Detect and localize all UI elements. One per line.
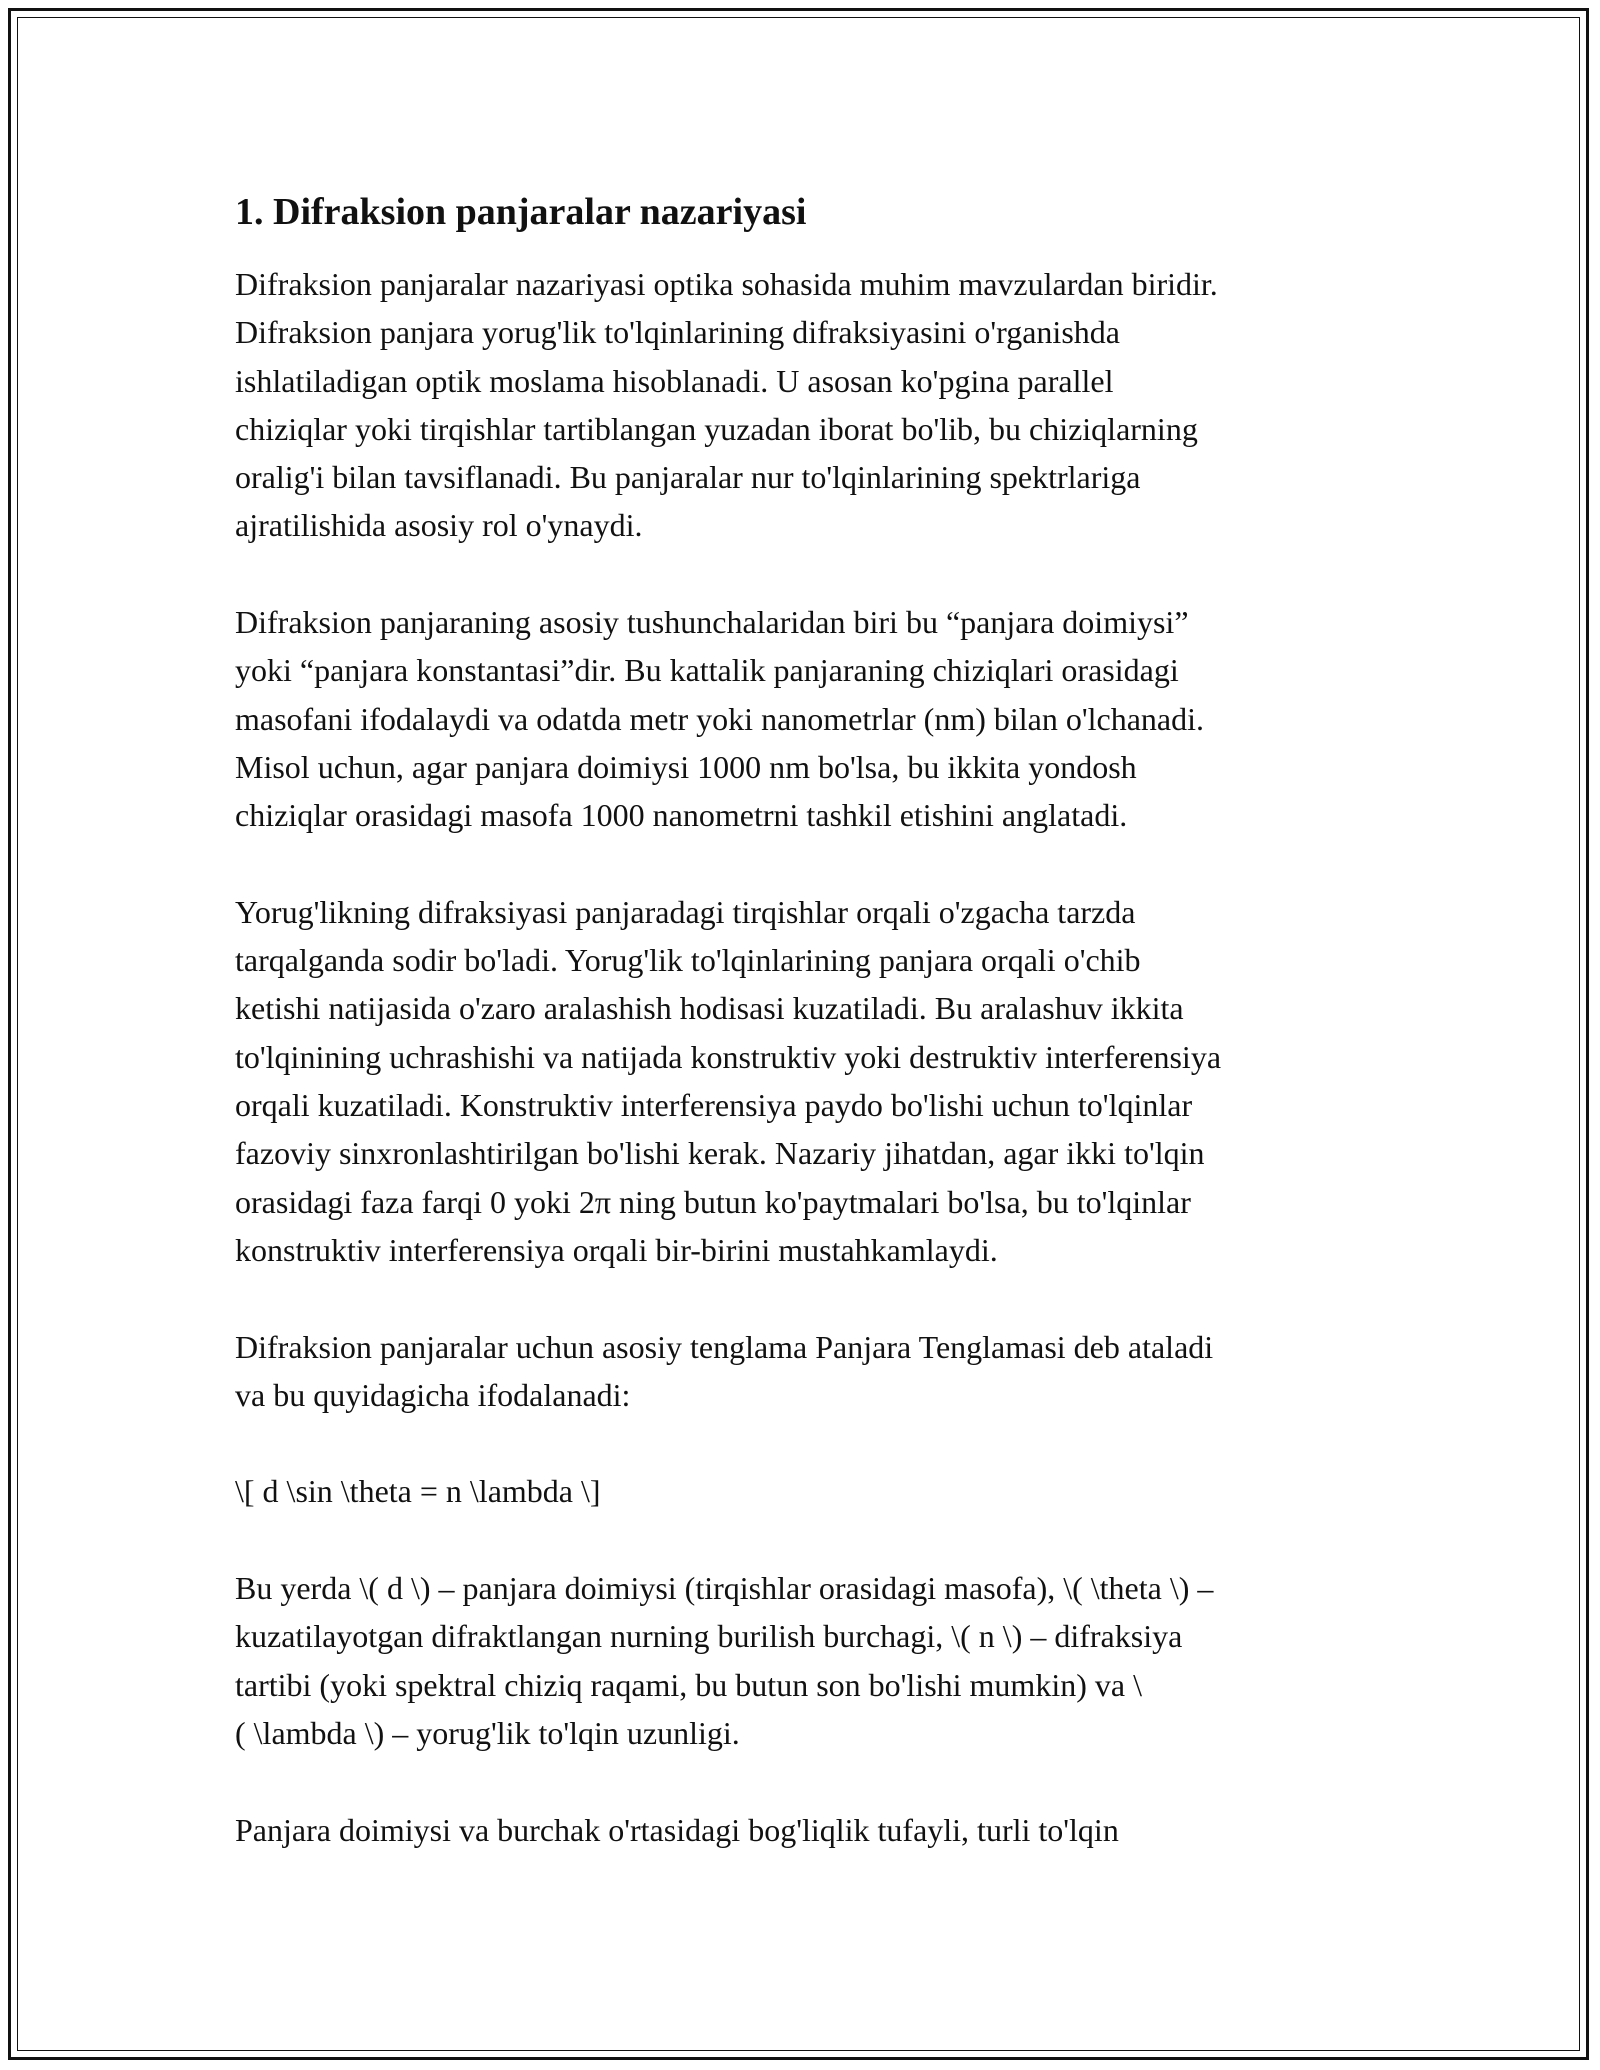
paragraph-interference <box>235 888 1385 1274</box>
text-line: Yorug'likning difraksiyasi panjaradagi tirqishlar orqali o'zgacha tarzda <box>235 893 1136 930</box>
text-line: orasidagi faza farqi 0 yoki 2π ning butun ko'paytmalari bo'lsa, bu to'lqinlar <box>235 1183 1191 1220</box>
paragraph-grating-constant <box>235 598 1385 839</box>
equation-line: \[ d \sin \theta = n \lambda \] <box>235 1473 601 1510</box>
text-line: ishlatiladigan optik moslama hisoblanadi. U asosan ko'pgina parallel <box>235 362 1114 399</box>
text-line: Difraksion panjaralar uchun asosiy tenglama Panjara Tenglamasi deb ataladi <box>235 1328 1214 1365</box>
text-line: orqali kuzatiladi. Konstruktiv interferensiya paydo bo'lishi uchun to'lqinlar <box>235 1087 1193 1124</box>
text-line: chiziqlar yoki tirqishlar tartiblangan yuzadan iborat bo'lib, bu chiziqlarning <box>235 410 1198 447</box>
text-line: yoki “panjara konstantasi”dir. Bu kattalik panjaraning chiziqlari orasidagi <box>235 652 1179 689</box>
text-line: masofani ifodalaydi va odatda metr yoki nanometrlar (nm) bilan o'lchanadi. <box>235 700 1204 737</box>
text-line: oralig'i bilan tavsiflanadi. Bu panjaralar nur to'lqinlarining spektrlariga <box>235 459 1141 496</box>
text-line: tarqalganda sodir bo'ladi. Yorug'lik to'lqinlarining panjara orqali o'chib <box>235 942 1141 979</box>
paragraph-trailing <box>235 1806 1385 1854</box>
text-line: konstruktiv interferensiya orqali bir-birini mustahkamlaydi. <box>235 1231 998 1268</box>
document-body <box>235 188 1385 1902</box>
paragraph-intro <box>235 260 1385 550</box>
text-line: Difraksion panjaralar nazariyasi optika sohasida muhim mavzulardan biridir. <box>235 266 1218 302</box>
text-line: to'lqinining uchrashishi va natijada konstruktiv yoki destruktiv interferensiya <box>235 1038 1222 1075</box>
text-line: Bu yerda \( d \) – panjara doimiysi (tirqishlar orasidagi masofa), \( \theta \) – <box>235 1570 1214 1607</box>
text-line: va bu quyidagicha ifodalanadi: <box>235 1376 631 1413</box>
section-heading: 1. Difraksion panjaralar nazariyasi <box>235 191 807 233</box>
text-line: chiziqlar orasidagi masofa 1000 nanometrni tashkil etishini anglatadi. <box>235 797 1128 834</box>
text-line: ( \lambda \) – yorug'lik to'lqin uzunligi. <box>235 1714 740 1751</box>
text-line: Panjara doimiysi va burchak o'rtasidagi bog'liqlik tufayli, turli to'lqin <box>235 1811 1119 1848</box>
text-line: Misol uchun, agar panjara doimiysi 1000 nm bo'lsa, bu ikkita yondosh <box>235 748 1137 785</box>
text-line: Difraksion panjaraning asosiy tushunchalaridan biri bu “panjara doimiysi” <box>235 604 1189 641</box>
text-line: fazoviy sinxronlashtirilgan bo'lishi kerak. Nazariy jihatdan, agar ikki to'lqin <box>235 1135 1205 1172</box>
text-line: ajratilishida asosiy rol o'ynaydi. <box>235 507 643 544</box>
paragraph-equation-intro <box>235 1323 1385 1420</box>
text-line: ketishi natijasida o'zaro aralashish hodisasi kuzatiladi. Bu aralashuv ikkita <box>235 990 1184 1027</box>
text-line: kuzatilayotgan difraktlangan nurning burilish burchagi, \( n \) – difraksiya <box>235 1618 1183 1655</box>
paragraph-equation-terms <box>235 1564 1385 1757</box>
grating-equation <box>235 1467 1385 1515</box>
text-line: tartibi (yoki spektral chiziq raqami, bu butun son bo'lishi mumkin) va \ <box>235 1666 1142 1703</box>
text-line: Difraksion panjara yorug'lik to'lqinlarining difraksiyasini o'rganishda <box>235 314 1120 351</box>
